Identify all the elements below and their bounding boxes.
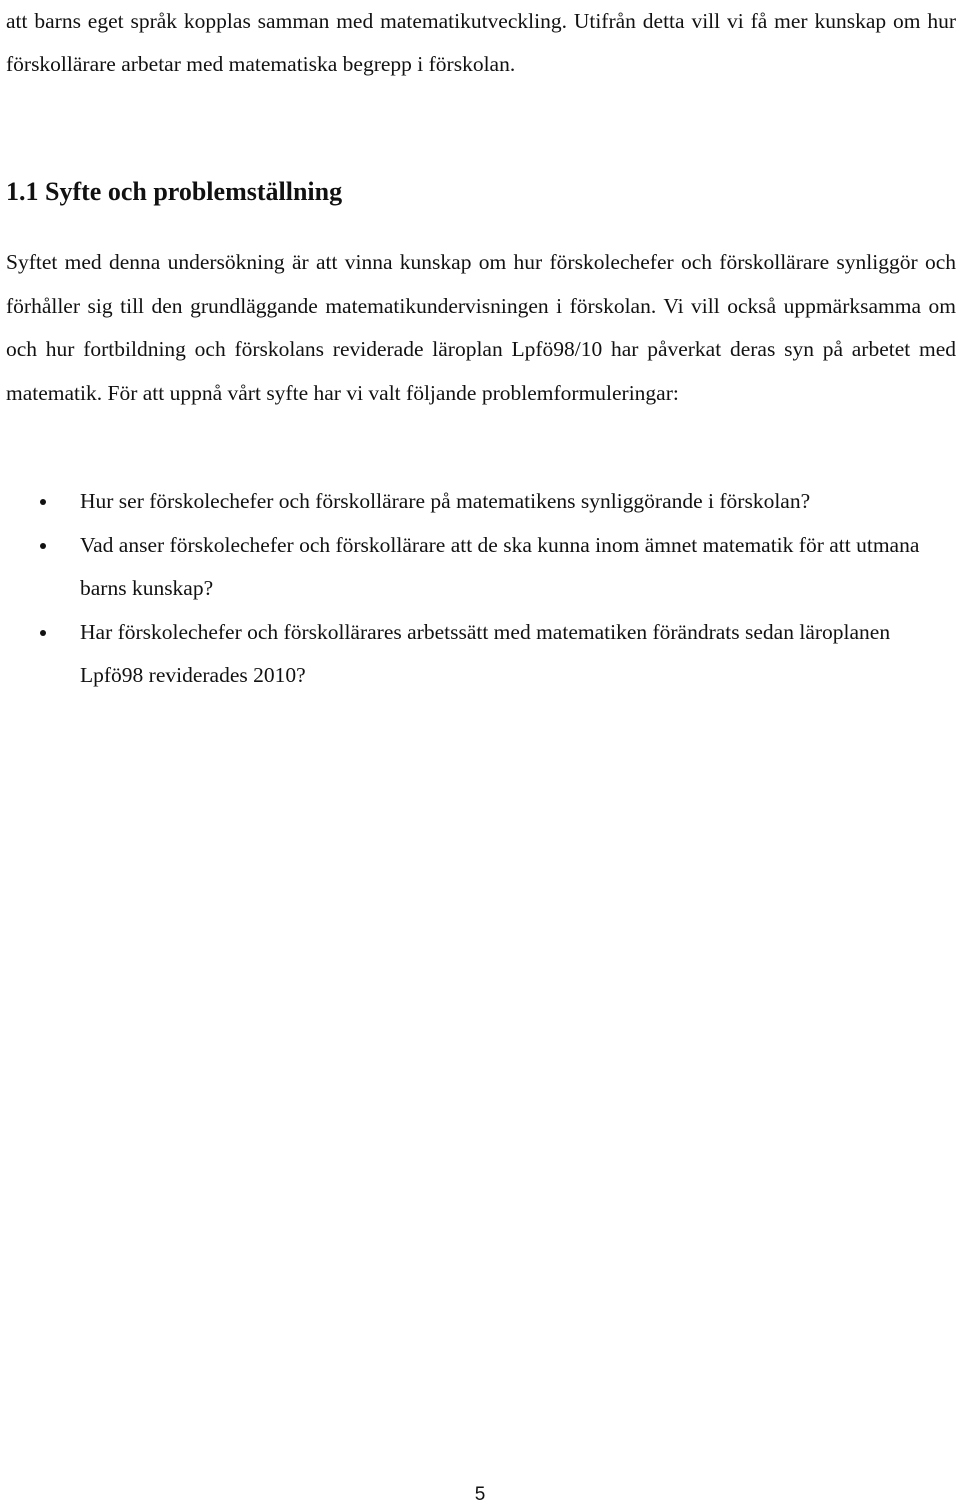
research-question-text: Hur ser förskolechefer och förskollärare på matematikens synliggörande i förskolan? bbox=[80, 489, 811, 513]
bullet-icon bbox=[40, 630, 46, 636]
bullet-icon bbox=[40, 543, 46, 549]
list-item bbox=[0, 611, 955, 698]
section-heading: 1.1 Syfte och problemställning bbox=[6, 177, 343, 206]
page-number: 5 bbox=[474, 1484, 486, 1505]
research-question-list bbox=[0, 480, 960, 698]
list-item bbox=[0, 524, 955, 611]
intro-paragraph: att barns eget språk kopplas samman med matematikutveckling. Utifrån detta vill vi få mer kunskap om hur förskollärare arbetar med matematiska begrepp i förskolan. bbox=[6, 9, 956, 76]
research-question-text: Har förskolechefer och förskollärares arbetssätt med matematiken förändrats sedan läroplanen Lpfö98 reviderades 2010? bbox=[80, 619, 891, 687]
list-item bbox=[0, 480, 955, 524]
purpose-paragraph: Syftet med denna undersökning är att vinna kunskap om hur förskolechefer och förskollärare synliggör och förhåller sig till den grundläggande matematikundervisningen i förskolan. Vi vill också uppmärksamma om och hur fortbildning och förskolans reviderade läroplan Lpfö98/10 har påverkat deras syn på arbetet med matematik. För att uppnå vårt syfte har vi valt följande problemformuleringar: bbox=[6, 250, 956, 405]
research-question-text: Vad anser förskolechefer och förskollärare att de ska kunna inom ämnet matematik för att utmana barns kunskap? bbox=[80, 532, 920, 600]
bullet-icon bbox=[40, 499, 46, 505]
